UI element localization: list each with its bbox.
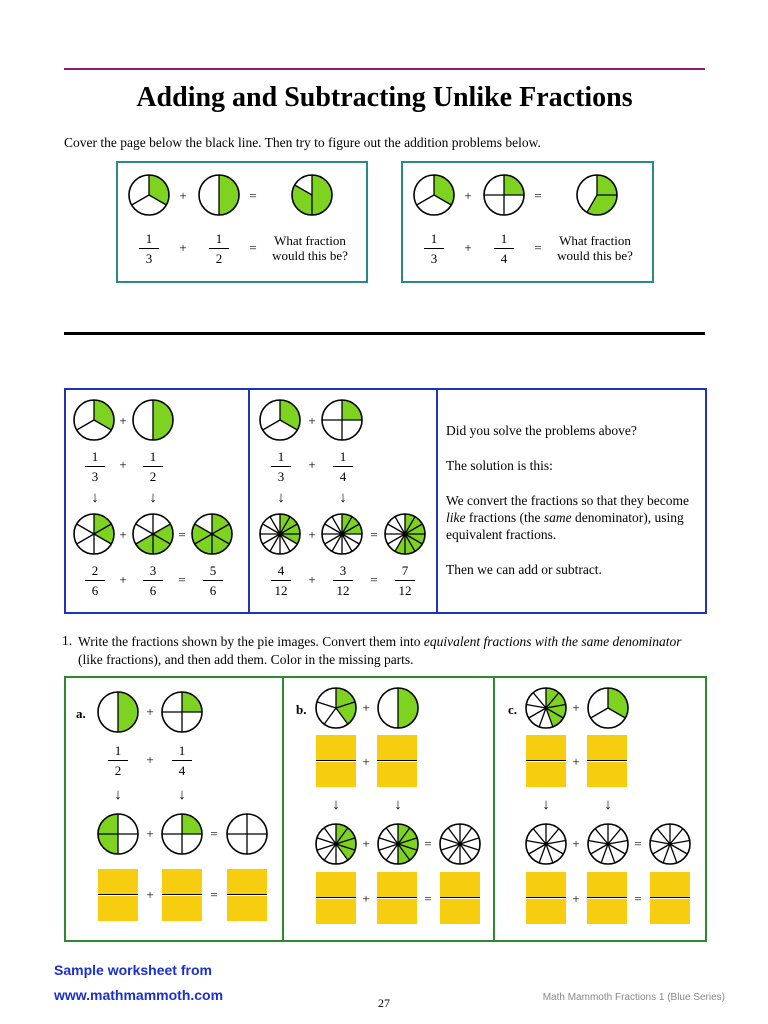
plus-sign: + <box>179 240 187 255</box>
down-arrow-icon: ↓ <box>277 490 285 506</box>
plus-sign: + <box>572 836 580 851</box>
fraction-one-quarter: 1 4 <box>331 448 355 485</box>
part-b-label: b. <box>296 702 307 717</box>
plus-sign: + <box>572 700 580 715</box>
pie-halves-1of2 <box>96 690 140 734</box>
pie-graphic <box>482 173 526 217</box>
black-divider-line <box>64 332 705 335</box>
pie-graphic <box>320 512 364 556</box>
pie-graphic <box>160 812 204 856</box>
pie-twelfths-4of12 <box>258 512 302 556</box>
pie-sixths-2of6 <box>72 512 116 556</box>
fraction-one-half: 1 2 <box>141 448 165 485</box>
fraction-one-quarter: 1 4 <box>170 742 194 779</box>
pie-graphic <box>575 173 619 217</box>
pie-thirds-1of3 <box>258 398 302 442</box>
pie-sixths-5of6 <box>190 512 234 556</box>
pie-twelfths-3of12 <box>320 512 364 556</box>
plus-sign: + <box>308 457 316 472</box>
down-arrow-icon: ↓ <box>604 797 612 813</box>
fraction-three-twelfths: 3 12 <box>331 562 355 599</box>
question-text: What fraction would this be? <box>557 233 633 263</box>
plus-sign: + <box>362 836 370 851</box>
down-arrow-icon: ↓ <box>542 797 550 813</box>
page-number: 27 <box>378 996 390 1010</box>
down-arrow-icon: ↓ <box>339 490 347 506</box>
fraction-one-half: 1 2 <box>106 742 130 779</box>
part-c-label: c. <box>508 702 518 717</box>
pie-graphic <box>376 822 420 866</box>
fraction-one-third: 1 3 <box>137 230 161 267</box>
pie-graphic <box>290 173 334 217</box>
pie-graphic <box>72 398 116 442</box>
answer-box[interactable] <box>650 872 690 926</box>
pie-graphic <box>258 512 302 556</box>
pie-ninths-empty <box>586 822 630 866</box>
pie-quarters-empty <box>225 812 269 856</box>
pie-sixths-3of6 <box>131 512 175 556</box>
equals-sign: = <box>424 891 432 906</box>
pie-fifths-2of5 <box>314 686 358 730</box>
pie-graphic <box>127 173 171 217</box>
pie-tenths-5of10 <box>376 822 420 866</box>
pie-thirds-1of3 <box>127 173 171 217</box>
fraction-four-twelfths: 4 12 <box>269 562 293 599</box>
equals-sign: = <box>634 891 642 906</box>
pie-graphic <box>314 822 358 866</box>
answer-box[interactable] <box>162 869 202 923</box>
plus-sign: + <box>362 891 370 906</box>
explanation-add-subtract: Then we can add or subtract. <box>446 562 602 577</box>
plus-sign: + <box>146 704 154 719</box>
pie-graphic <box>320 398 364 442</box>
pie-quarters-1of4 <box>320 398 364 442</box>
equals-sign: = <box>534 240 542 255</box>
equals-sign: = <box>210 887 218 902</box>
example-divider-2 <box>436 388 438 614</box>
down-arrow-icon: ↓ <box>114 787 122 803</box>
pie-thirds-1of3 <box>586 686 630 730</box>
fraction-two-sixths: 2 6 <box>83 562 107 599</box>
plus-sign: + <box>308 527 316 542</box>
pie-graphic <box>131 398 175 442</box>
pie-result-unknown <box>575 173 619 217</box>
plus-sign: + <box>464 188 472 203</box>
equals-sign: = <box>178 572 186 587</box>
plus-sign: + <box>179 188 187 203</box>
answer-box[interactable] <box>440 872 480 926</box>
answer-box[interactable] <box>377 872 417 926</box>
pie-thirds-1of3 <box>412 173 456 217</box>
fraction-one-third: 1 3 <box>422 230 446 267</box>
pie-graphic <box>258 398 302 442</box>
down-arrow-icon: ↓ <box>178 787 186 803</box>
equals-sign: = <box>249 188 257 203</box>
pie-result-unknown <box>290 173 334 217</box>
pie-graphic <box>648 822 692 866</box>
pie-quarters-1of4 <box>160 690 204 734</box>
equals-sign: = <box>634 836 642 851</box>
answer-box[interactable] <box>227 869 267 923</box>
equals-sign: = <box>370 572 378 587</box>
answer-box[interactable] <box>587 872 627 926</box>
equals-sign: = <box>178 527 186 542</box>
pie-ninths-4of9 <box>524 686 568 730</box>
plus-sign: + <box>362 700 370 715</box>
pie-graphic <box>197 173 241 217</box>
page-title: Adding and Subtracting Unlike Fractions <box>136 82 633 113</box>
fraction-one-half: 1 2 <box>207 230 231 267</box>
down-arrow-icon: ↓ <box>91 490 99 506</box>
answer-box[interactable] <box>316 735 356 789</box>
fraction-three-sixths: 3 6 <box>141 562 165 599</box>
plus-sign: + <box>572 891 580 906</box>
plus-sign: + <box>572 754 580 769</box>
pie-graphic <box>314 686 358 730</box>
pie-halves-1of2 <box>197 173 241 217</box>
down-arrow-icon: ↓ <box>332 797 340 813</box>
plus-sign: + <box>146 826 154 841</box>
pie-twelfths-7of12 <box>383 512 427 556</box>
pie-graphic <box>190 512 234 556</box>
plus-sign: + <box>146 887 154 902</box>
exercise-divider-1 <box>282 676 284 942</box>
pie-graphic <box>586 686 630 730</box>
pie-graphic <box>160 690 204 734</box>
explanation-convert: We convert the fractions so that they become like fractions (the same denominator), using equivalent fractions. <box>446 493 689 542</box>
pie-halves-1of2 <box>376 686 420 730</box>
series-footer: Math Mammoth Fractions 1 (Blue Series) <box>542 992 725 1003</box>
down-arrow-icon: ↓ <box>394 797 402 813</box>
plus-sign: + <box>119 572 127 587</box>
plus-sign: + <box>119 413 127 428</box>
pie-graphic <box>72 512 116 556</box>
pie-thirds-1of3 <box>72 398 116 442</box>
equals-sign: = <box>370 527 378 542</box>
pie-halves-1of2 <box>131 398 175 442</box>
pie-ninths-empty <box>648 822 692 866</box>
answer-box[interactable] <box>377 735 417 789</box>
top-rule <box>64 68 705 70</box>
plus-sign: + <box>464 240 472 255</box>
pie-graphic <box>96 812 140 856</box>
pie-graphic <box>96 690 140 734</box>
fraction-five-sixths: 5 6 <box>201 562 225 599</box>
answer-box[interactable] <box>587 735 627 789</box>
exercise-instructions: Write the fractions shown by the pie images. Convert them into equivalent fractions with the same denominator (like fractions), and then add them. Color in the missing parts. <box>78 634 682 667</box>
pie-graphic <box>524 822 568 866</box>
answer-box[interactable] <box>316 872 356 926</box>
explanation-question: Did you solve the problems above? <box>446 423 637 438</box>
plus-sign: + <box>119 457 127 472</box>
mathmammoth-link[interactable]: www.mathmammoth.com <box>54 987 224 1003</box>
question-text: What fraction would this be? <box>272 233 348 263</box>
pie-graphic <box>586 822 630 866</box>
equals-sign: = <box>534 188 542 203</box>
pie-graphic <box>524 686 568 730</box>
equals-sign: = <box>249 240 257 255</box>
answer-box[interactable] <box>526 735 566 789</box>
plus-sign: + <box>308 572 316 587</box>
pie-tenths-empty <box>438 822 482 866</box>
exercise-divider-2 <box>493 676 495 942</box>
equals-sign: = <box>210 826 218 841</box>
fraction-one-third: 1 3 <box>83 448 107 485</box>
sample-worksheet-note: Sample worksheet from <box>54 962 212 978</box>
fraction-seven-twelfths: 7 12 <box>393 562 417 599</box>
explanation-solution-intro: The solution is this: <box>446 458 553 473</box>
down-arrow-icon: ↓ <box>149 490 157 506</box>
pie-graphic <box>376 686 420 730</box>
part-a-label: a. <box>76 706 86 721</box>
exercise-number: 1. <box>62 633 73 648</box>
plus-sign: + <box>362 754 370 769</box>
plus-sign: + <box>146 752 154 767</box>
pie-quarters-2of4 <box>96 812 140 856</box>
answer-box[interactable] <box>526 872 566 926</box>
plus-sign: + <box>308 413 316 428</box>
pie-graphic <box>412 173 456 217</box>
explanation-text <box>446 422 698 578</box>
intro-text: Cover the page below the black line. Then try to figure out the addition problems below. <box>64 135 541 150</box>
pie-graphic <box>438 822 482 866</box>
pie-graphic <box>225 812 269 856</box>
answer-box[interactable] <box>98 869 138 923</box>
plus-sign: + <box>119 527 127 542</box>
pie-quarters-1of4 <box>160 812 204 856</box>
equals-sign: = <box>424 836 432 851</box>
pie-ninths-empty <box>524 822 568 866</box>
fraction-one-quarter: 1 4 <box>492 230 516 267</box>
pie-quarters-1of4 <box>482 173 526 217</box>
pie-tenths-4of10 <box>314 822 358 866</box>
example-divider-1 <box>248 388 250 614</box>
pie-graphic <box>131 512 175 556</box>
fraction-one-third: 1 3 <box>269 448 293 485</box>
pie-graphic <box>383 512 427 556</box>
